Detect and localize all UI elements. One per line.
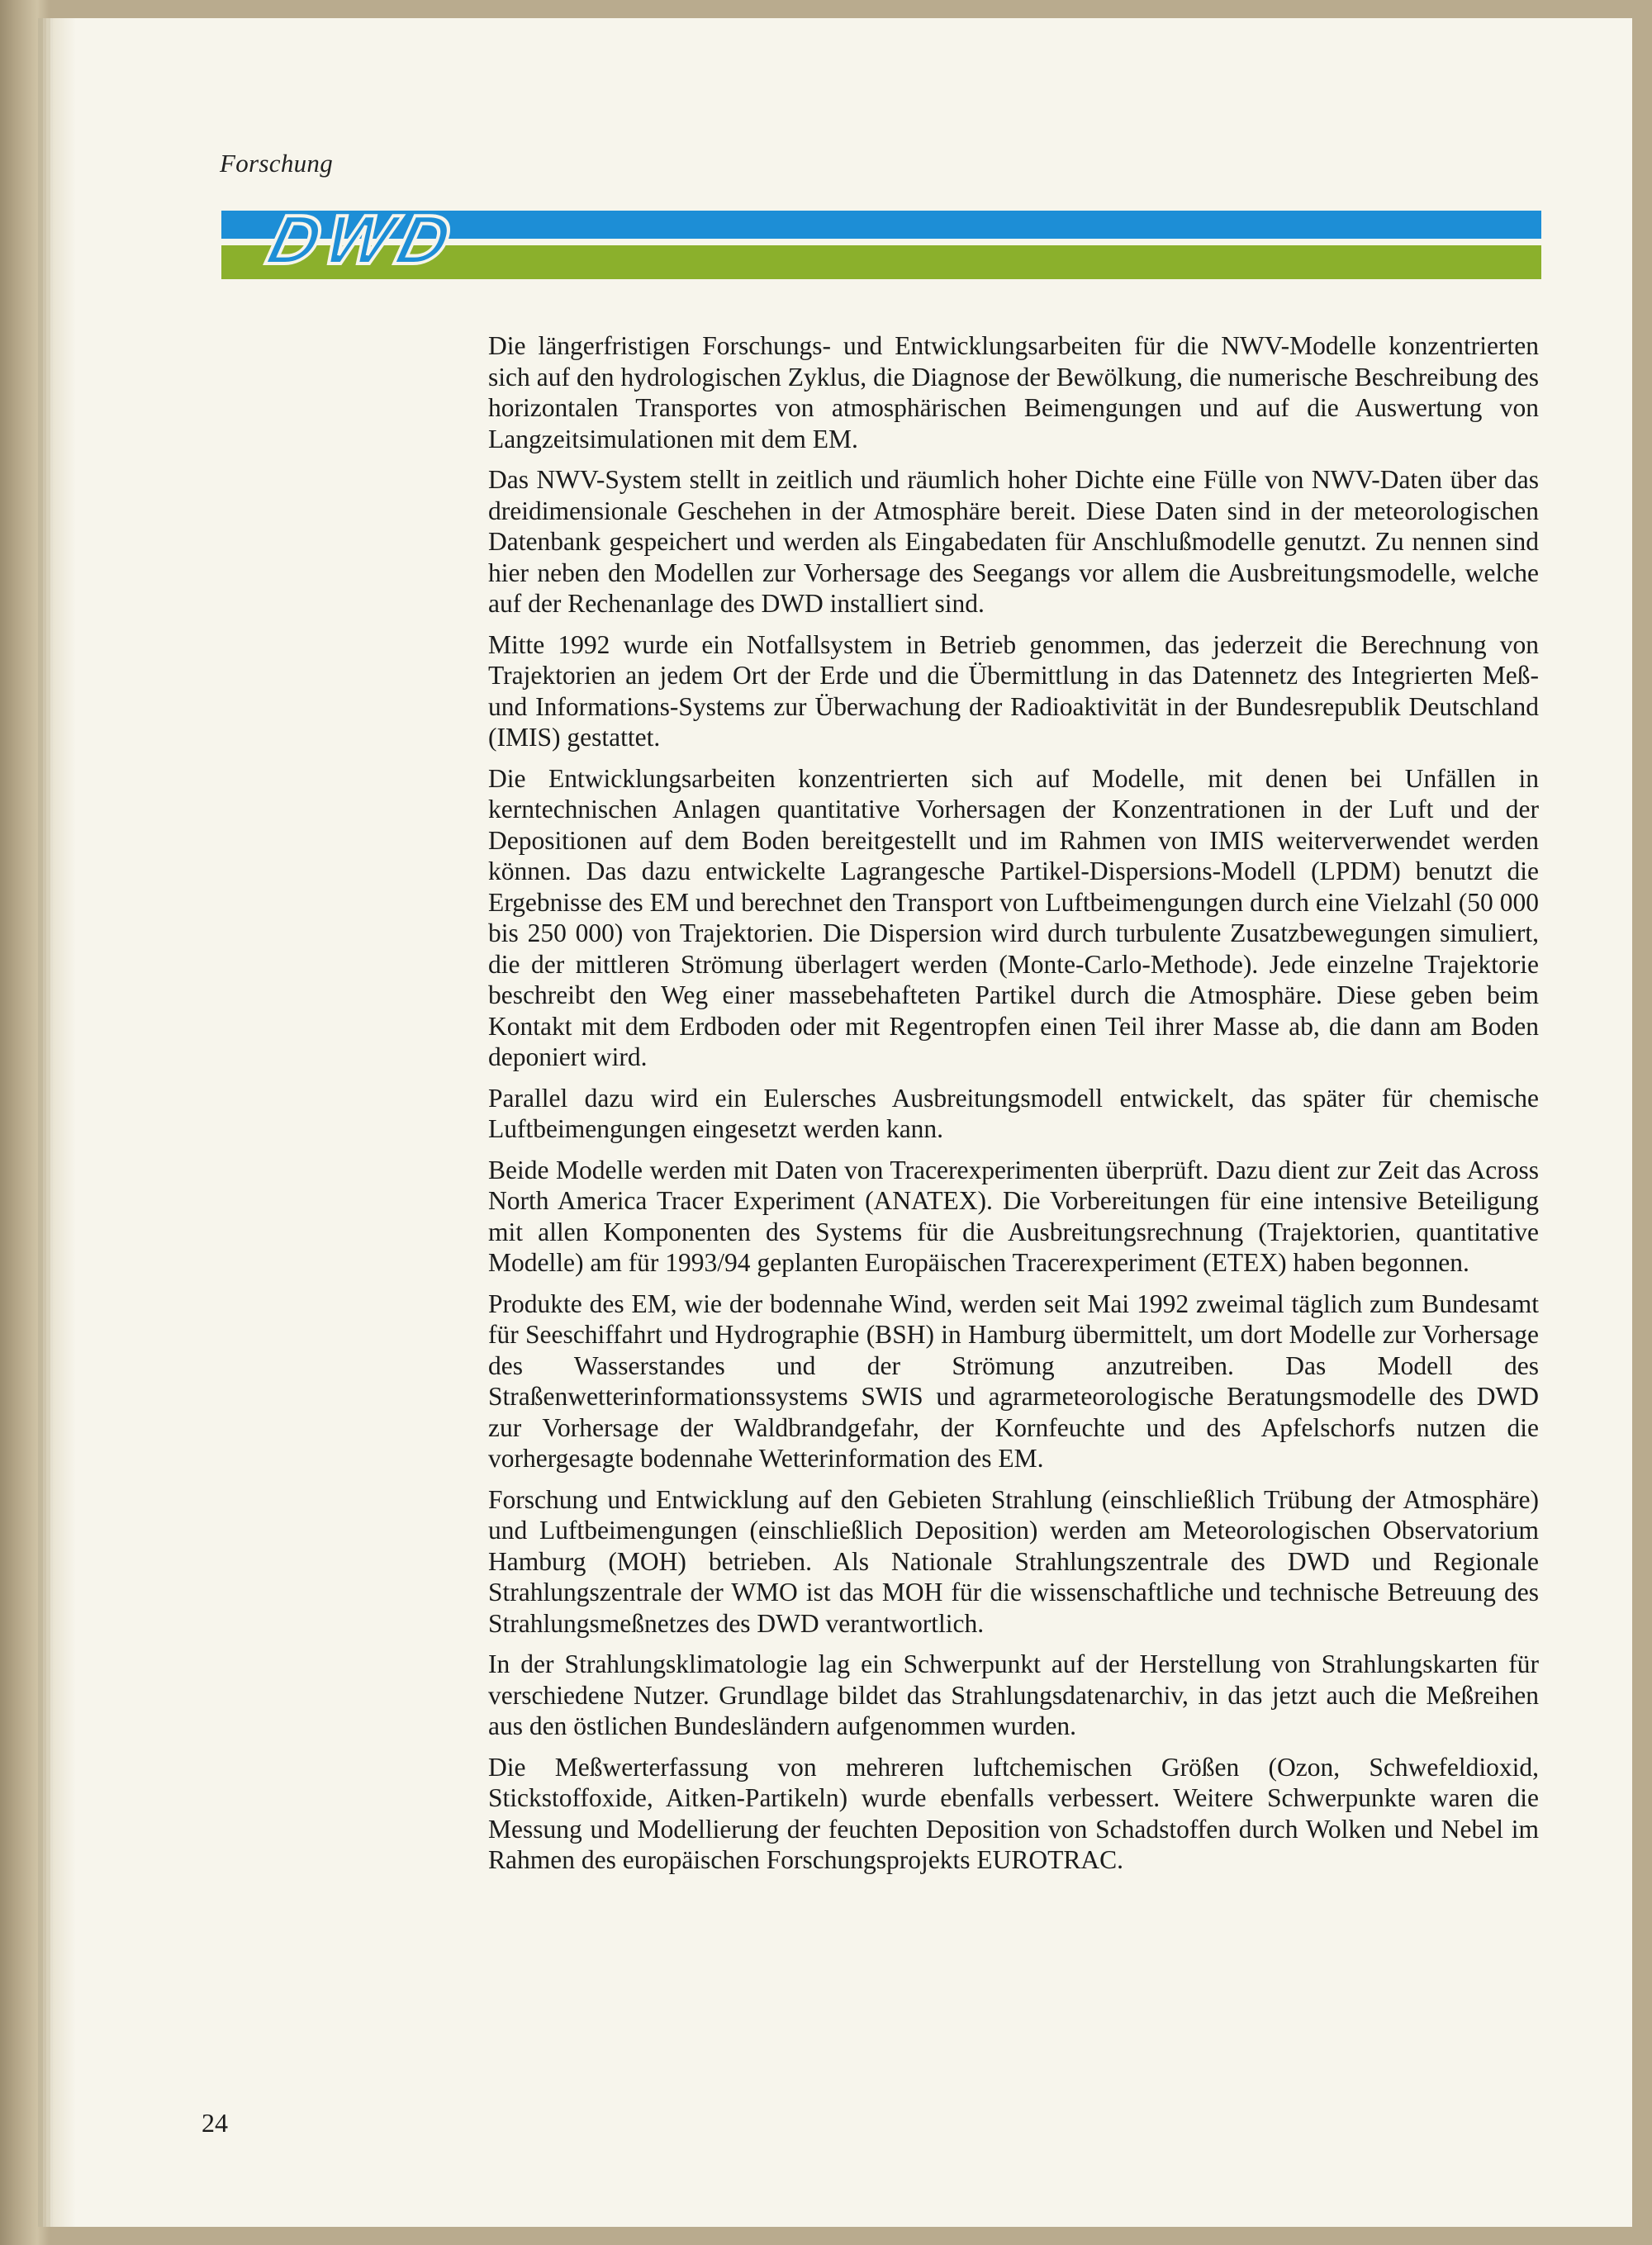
document-page: [53, 18, 1632, 2227]
paragraph: Produkte des EM, wie der bodennahe Wind, werden seit Mai 1992 zweimal täglich zum Bundesamt für Seeschiffahrt und Hydrographie (BSH) in Hamburg übermittelt, um dort Modelle zur Vorhersage des Wasserstandes und der Strömung anzutreiben. Das Modell des Straßenwetterinformationssystems SWIS und agrarmeteorologische Beratungsmodelle des DWD zur Vorhersage der Waldbrandgefahr, der Kornfeuchte und des Apfelschorfs nutzen die vorhergesagte bodennahe Wetterinformation des EM.: [488, 1289, 1539, 1473]
paragraph: Mitte 1992 wurde ein Notfallsystem in Betrieb genommen, das jederzeit die Berechnung von Trajektorien an jedem Ort der Erde und die Übermittlung in das Datennetz des Integrierten Meß- und Informations-Systems zur Überwachung der Radioaktivität in der Bundesrepublik Deutschland (IMIS) gestattet.: [488, 629, 1539, 752]
body-text: [488, 330, 1539, 1886]
dwd-logo-text: DWD: [259, 201, 466, 278]
paragraph: Forschung und Entwicklung auf den Gebieten Strahlung (einschließlich Trübung der Atmosphäre) und Luftbeimengungen (einschließlich Deposition) werden am Meteorologischen Observatorium Hamburg (MOH) betrieben. Als Nationale Strahlungszentrale des DWD und Regionale Strahlungszentrale der WMO ist das MOH für die wissenschaftliche und technische Betreuung des Strahlungsmeßnetzes des DWD verantwortlich.: [488, 1484, 1539, 1638]
paragraph: Parallel dazu wird ein Eulersches Ausbreitungsmodell entwickelt, das später für chemische Luftbeimengungen eingesetzt werden kann.: [488, 1083, 1539, 1143]
dwd-logo: [243, 202, 482, 278]
paragraph: Die Entwicklungsarbeiten konzentrierten sich auf Modelle, mit denen bei Unfällen in kerntechnischen Anlagen quantitative Vorhersagen der Konzentrationen in der Luft und der Depositionen auf dem Boden bereitgestellt und im Rahmen von IMIS weiterverwendet werden können. Das dazu entwickelte Lagrangesche Partikel-Dispersions-Modell (LPDM) benutzt die Ergebnisse des EM und berechnet den Transport von Luftbeimengungen durch eine Vielzahl (50 000 bis 250 000) von Trajektorien. Die Dispersion wird durch turbulente Zusatzbewegungen simuliert, die der mittleren Strömung überlagert werden (Monte-Carlo-Methode). Jede einzelne Trajektorie beschreibt den Weg einer massebehafteten Partikel durch die Atmosphäre. Diese geben beim Kontakt mit dem Erdboden oder mit Regentropfen einen Teil ihrer Masse ab, die dann am Boden deponiert wird.: [488, 763, 1539, 1071]
binding-shade: [53, 18, 76, 2227]
paragraph: Die Meßwerterfassung von mehreren luftchemischen Größen (Ozon, Schwefeldioxid, Stickstoffoxide, Aitken-Partikeln) wurde ebenfalls verbessert. Weitere Schwerpunkte waren die Messung und Modellierung der feuchten Deposition von Schadstoffen durch Wolken und Nebel im Rahmen des europäischen Forschungsprojekts EUROTRAC.: [488, 1752, 1539, 1874]
paragraph: Beide Modelle werden mit Daten von Tracerexperimenten überprüft. Dazu dient zur Zeit das Across North America Tracer Experiment (ANATEX). Die Vorbereitungen für eine intensive Beteiligung mit allen Komponenten des Systems für die Ausbreitungsrechnung (Trajektorien, quantitative Modelle) am für 1993/94 geplanten Europäischen Tracerexperiment (ETEX) haben begonnen.: [488, 1155, 1539, 1277]
page-number: 24: [202, 2108, 228, 2138]
paragraph: Das NWV-System stellt in zeitlich und räumlich hoher Dichte eine Fülle von NWV-Daten über das dreidimensionale Geschehen in der Atmosphäre bereit. Diese Daten sind in der meteorologischen Datenbank gespeichert und werden als Eingabedaten für Anschlußmodelle genutzt. Zu nennen sind hier neben den Modellen zur Vorhersage des Seegangs vor allem die Ausbreitungsmodelle, welche auf der Rechenanlage des DWD installiert sind.: [488, 465, 1539, 618]
paragraph: Die längerfristigen Forschungs- und Entwicklungsarbeiten für die NWV-Modelle konzentrierten sich auf den hydrologischen Zyklus, die Diagnose der Bewölkung, die numerische Beschreibung des horizontalen Transportes von atmosphärischen Beimengungen und auf die Auswertung von Langzeitsimulationen mit dem EM.: [488, 331, 1539, 453]
paragraph: In der Strahlungsklimatologie lag ein Schwerpunkt auf der Herstellung von Strahlungskarten für verschiedene Nutzer. Grundlage bildet das Strahlungsdatenarchiv, in das jetzt auch die Meßreihen aus den östlichen Bundesländern aufgenommen wurden.: [488, 1649, 1539, 1740]
section-label: Forschung: [220, 149, 334, 178]
